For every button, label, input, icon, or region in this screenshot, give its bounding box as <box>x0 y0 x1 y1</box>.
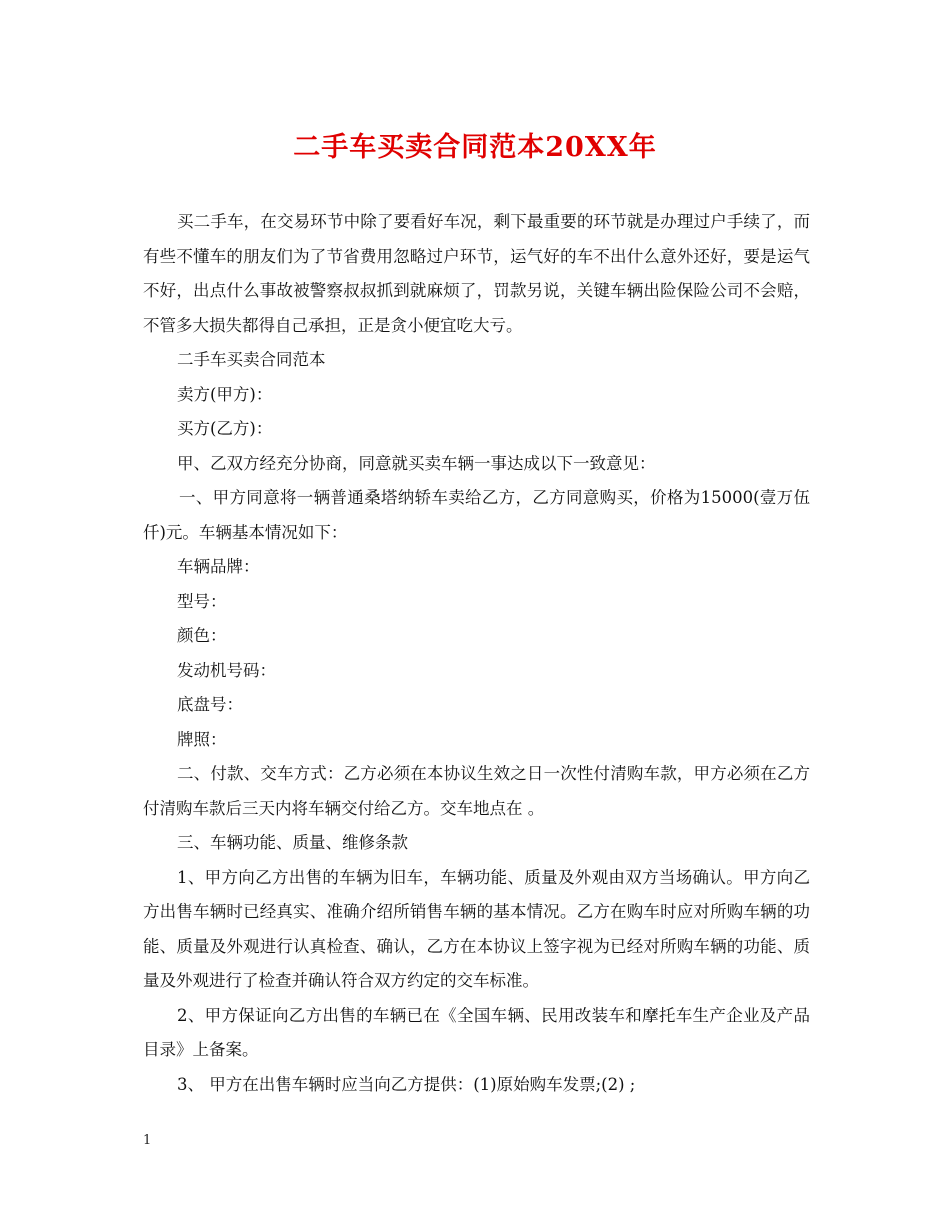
paragraph-seller: 卖方(甲方)： <box>177 384 273 404</box>
paragraph-clause-3-2: 2、甲方保证向乙方出售的车辆已在《全国车辆、民用改装车和摩托车生产企业及产品目录》上备案。 <box>143 1005 810 1059</box>
page-number: 1 <box>143 1133 152 1148</box>
paragraph-clause-2: 二、付款、交车方式：乙方必须在本协议生效之日一次性付清购车款，甲方必须在乙方付清购车款后三天内将车辆交付给乙方。交车地点在 。 <box>143 764 810 818</box>
paragraph-clause-1: 一、甲方同意将一辆普通桑塔纳轿车卖给乙方，乙方同意购买，价格为15000(壹万伍仟)元。车辆基本情况如下： <box>143 488 810 542</box>
paragraph-engine-number: 发动机号码： <box>177 660 276 680</box>
paragraph-buyer: 买方(乙方)： <box>177 419 273 438</box>
paragraph-vehicle-brand: 车辆品牌： <box>177 557 260 576</box>
paragraph-clause-3-heading: 三、车辆功能、质量、维修条款 <box>177 833 408 852</box>
paragraph-chassis-number: 底盘号： <box>177 695 243 714</box>
paragraph-clause-3-1: 1、甲方向乙方出售的车辆为旧车，车辆功能、质量及外观由双方当场确认。甲方向乙方出售车辆时已经真实、准确介绍所销售车辆的基本情况。乙方在购车时应对所购车辆的功能、质量及外观进行认真检查、确认，乙方在本协议上签字视为已经对所购车辆的功能、质量及外观进行了检查并确认符合双方约定的交车标准。 <box>143 867 810 990</box>
paragraph-license-plate: 牌照： <box>177 729 227 749</box>
paragraph-clause-3-3: 3、 甲方在出售车辆时应当向乙方提供：(1)原始购车发票;(2) ; <box>177 1074 636 1094</box>
document-body <box>143 205 810 1102</box>
paragraph-vehicle-color: 颜色： <box>177 626 227 645</box>
paragraph-vehicle-model: 型号： <box>177 591 227 611</box>
paragraph-agreement: 甲、乙双方经充分协商，同意就买卖车辆一事达成以下一致意见： <box>177 453 656 473</box>
paragraph-intro: 买二手车，在交易环节中除了要看好车况，剩下最重要的环节就是办理过户手续了，而有些不懂车的朋友们为了节省费用忽略过户环节，运气好的车不出什么意外还好，要是运气不好，出点什么事故被警察叔叔抓到就麻烦了，罚款另说，关键车辆出险保险公司不会赔，不管多大损失都得自己承担，正是贪小便宜吃大亏。 <box>143 212 810 335</box>
document-title: 二手车买卖合同范本20XX年 <box>293 132 657 163</box>
paragraph-contract-heading: 二手车买卖合同范本 <box>177 350 326 369</box>
